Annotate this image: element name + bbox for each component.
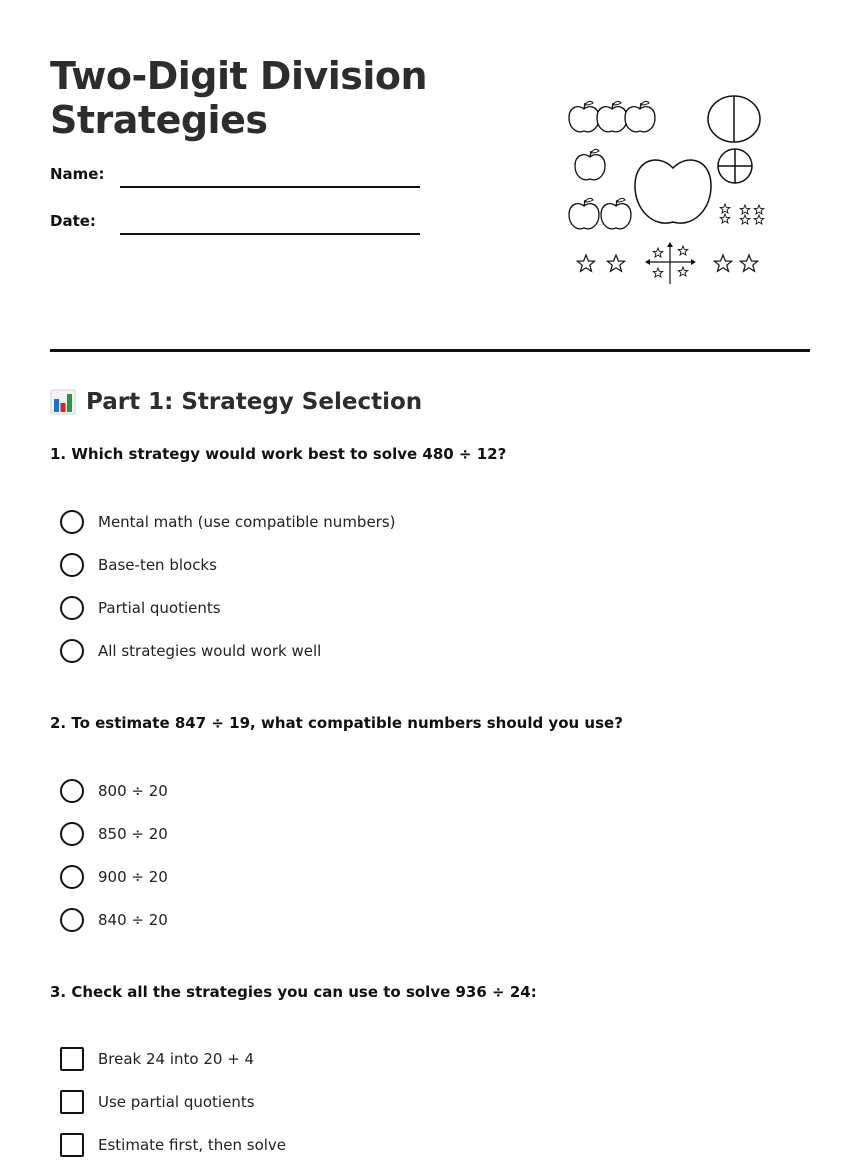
name-field[interactable] <box>120 186 420 188</box>
q3-option-1-label: Break 24 into 20 + 4 <box>98 1050 255 1068</box>
radio-button[interactable] <box>60 510 84 534</box>
fraction-circle-icon <box>708 96 760 183</box>
radio-button[interactable] <box>60 596 84 620</box>
q2-option-3-label: 900 ÷ 20 <box>98 868 168 886</box>
question-2: 2. To estimate 847 ÷ 19, what compatible numbers should you use? <box>50 714 623 732</box>
question-3: 3. Check all the strategies you can use to solve 936 ÷ 24: <box>50 983 537 1001</box>
q1-option-3-label: Partial quotients <box>98 599 221 617</box>
radio-button[interactable] <box>60 553 84 577</box>
q3-option-2[interactable] <box>60 1089 255 1115</box>
q3-option-3[interactable] <box>60 1132 286 1158</box>
bar-chart-icon <box>50 389 76 415</box>
name-label: Name: <box>50 165 105 183</box>
radio-button[interactable] <box>60 779 84 803</box>
clipart-illustration <box>560 88 780 288</box>
q1-option-2-label: Base-ten blocks <box>98 556 217 574</box>
title-line-2: Strategies <box>50 98 268 142</box>
radio-button[interactable] <box>60 908 84 932</box>
radio-button[interactable] <box>60 822 84 846</box>
q2-option-1[interactable] <box>60 778 168 804</box>
q2-option-2[interactable] <box>60 821 168 847</box>
q1-option-3[interactable] <box>60 595 221 621</box>
big-apple-icon <box>635 160 711 223</box>
q2-option-1-label: 800 ÷ 20 <box>98 782 168 800</box>
section-divider <box>50 349 810 352</box>
q2-option-4-label: 840 ÷ 20 <box>98 911 168 929</box>
q2-option-3[interactable] <box>60 864 168 890</box>
date-field[interactable] <box>120 233 420 235</box>
part1-heading <box>50 389 422 415</box>
date-label: Date: <box>50 212 96 230</box>
radio-button[interactable] <box>60 865 84 889</box>
part1-title: Part 1: Strategy Selection <box>86 389 423 415</box>
q1-option-1-label: Mental math (use compatible numbers) <box>98 513 396 531</box>
q1-option-4[interactable] <box>60 638 321 664</box>
q3-option-1[interactable] <box>60 1046 254 1072</box>
q2-option-2-label: 850 ÷ 20 <box>98 825 168 843</box>
radio-button[interactable] <box>60 639 84 663</box>
checkbox[interactable] <box>60 1090 84 1114</box>
q2-option-4[interactable] <box>60 907 168 933</box>
question-1: 1. Which strategy would work best to solve 480 ÷ 12? <box>50 445 507 463</box>
q1-option-1[interactable] <box>60 509 396 535</box>
worksheet-title <box>50 54 427 142</box>
checkbox[interactable] <box>60 1047 84 1071</box>
title-line-1: Two-Digit Division <box>50 54 428 98</box>
number-line-cross-icon <box>645 242 696 284</box>
q3-option-3-label: Estimate first, then solve <box>98 1136 287 1154</box>
q1-option-4-label: All strategies would work well <box>98 642 322 660</box>
q1-option-2[interactable] <box>60 552 217 578</box>
q3-option-2-label: Use partial quotients <box>98 1093 255 1111</box>
checkbox[interactable] <box>60 1133 84 1157</box>
